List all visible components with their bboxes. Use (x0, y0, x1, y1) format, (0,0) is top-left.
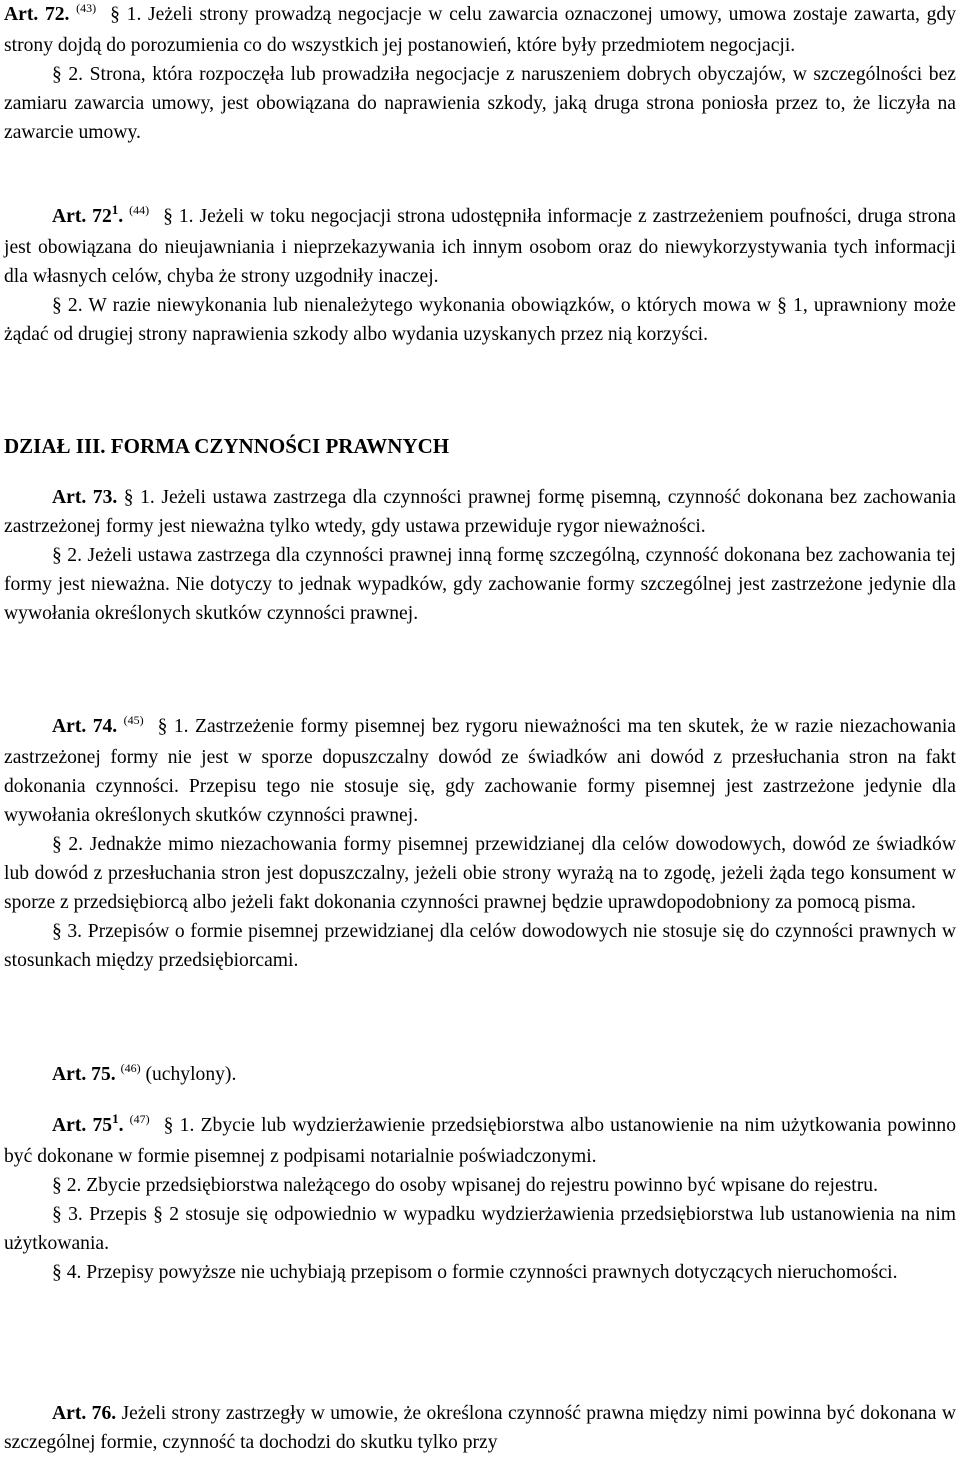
article-76 (4, 1399, 956, 1457)
article-74-par-1 (4, 712, 956, 830)
footnote-ref: (46) (120, 1061, 141, 1075)
article-73-par-1 (4, 483, 956, 541)
paragraph-sign: § 3. (52, 1204, 83, 1225)
paragraph-sign: § 1. (123, 487, 155, 508)
paragraph-text: Jeżeli strony prowadzą negocjacje w celu zawarcia oznaczonej umowy, umowa zostaje zawarta, gdy strony dojdą do porozumienia co do wszystkich jej postanowień, które były przedmiotem negocjacji. (4, 4, 957, 56)
paragraph-text: Jednakże mimo niezachowania formy pisemnej przewidzianej dla celów dowodowych, dowód ze świadków lub dowód z przesłuchania stron jest dopuszczalny, jeżeli obie strony wyrażą na to zgodę, jeżeli żąda tego konsument w sporze z przedsiębiorcą albo jeżeli fakt dokonania czynności prawnej będzie uprawdopodobniony za pomocą pisma. (4, 834, 957, 913)
article-label: Art. 75 (52, 1115, 113, 1136)
paragraph-text: W razie niewykonania lub nienależytego wykonania obowiązków, o których mowa w § 1, uprawniony może żądać od drugiej strony naprawienia szkody albo wydania uzyskanych przez nią korzyści. (4, 295, 957, 345)
paragraph-text: Jeżeli w toku negocjacji strona udostępniła informacje z zastrzeżeniem poufności, druga strona jest obowiązana do nieujawniania i nieprzekazywania ich innym osobom oraz do niewykorzystywania tych informacji dla własnych celów, chyba że strony uzgodniły inaczej. (4, 206, 956, 287)
article-72 (4, 0, 956, 147)
paragraph-sign: § 2. (52, 1175, 82, 1196)
article-76-text (4, 1399, 956, 1457)
article-75-1-par-4 (4, 1258, 956, 1287)
paragraph-text: Przepis § 2 stosuje się odpowiednio w wypadku wydzierżawienia przedsiębiorstwa lub ustanowienia na nim użytkowania. (4, 1204, 957, 1254)
article-72-1-par-1 (4, 202, 956, 291)
article-label: Art. 72. (4, 4, 70, 25)
paragraph-sign: § 1. (163, 1115, 195, 1136)
article-74-par-2 (4, 830, 956, 917)
paragraph-text: Zastrzeżenie formy pisemnej bez rygoru nieważności ma ten skutek, że w razie niezachowania zastrzeżonej formy nie jest w sporze dopuszczalny dowód ze świadków ani dowód z przesłuchania stron na fakt dokonania czynności. Przepisu tego nie stosuje się, gdy zachowanie formy pisemnej jest zastrzeżone jedynie dla wywołania określonych skutków czynności prawnej. (4, 716, 957, 826)
paragraph-sign: § 1. (163, 206, 194, 227)
paragraph-text: Jeżeli ustawa zastrzega dla czynności prawnej inną formę szczególną, czynność dokonana bez zachowania tej formy jest nieważna. Nie dotyczy to jednak wypadków, gdy zachowanie formy szczególnej jest zastrzeżone jedynie dla wywołania określonych skutków czynności prawnej. (4, 545, 957, 624)
paragraph-text: Strona, która rozpoczęła lub prowadziła negocjacje z naruszeniem dobrych obyczajów, w szczególności bez zamiaru zawarcia umowy, jest obowiązana do naprawienia szkody, jaką druga strona poniosła przez to, że liczyła na zawarcie umowy. (4, 64, 957, 143)
article-73 (4, 483, 956, 628)
article-72-1 (4, 202, 956, 349)
paragraph-sign: § 2. (52, 295, 83, 316)
paragraph-text: Zbycie lub wydzierżawienie przedsiębiorstwa albo ustanowienie na nim użytkowania powinno być dokonane w formie pisemnej z podpisami notarialnie poświadczonymi. (4, 1115, 957, 1167)
article-74-par-3 (4, 917, 956, 975)
article-label-suffix: . (118, 206, 124, 227)
footnote-ref: (47) (129, 1112, 150, 1126)
article-label-suffix: . (118, 1115, 124, 1136)
paragraph-text: Jeżeli strony zastrzegły w umowie, że określona czynność prawna między nimi powinna być dokonana w szczególnej formie, czynność ta dochodzi do skutku tylko przy (4, 1403, 956, 1453)
article-75-text (4, 1060, 956, 1091)
article-75-1-par-3 (4, 1200, 956, 1258)
article-72-par-2 (4, 60, 956, 147)
article-label: Art. 72 (52, 206, 112, 227)
footnote-ref: (44) (129, 203, 150, 217)
paragraph-text: Zbycie przedsiębiorstwa należącego do osoby wpisanej do rejestru powinno być wpisane do rejestru. (86, 1175, 878, 1196)
article-label: Art. 75. (52, 1064, 116, 1085)
article-75-1 (4, 1111, 956, 1287)
article-75-1-par-1 (4, 1111, 956, 1171)
footnote-ref: (43) (76, 1, 97, 15)
article-label: Art. 74. (52, 716, 118, 737)
article-label-superscript: 1 (111, 202, 119, 217)
paragraph-text: (uchylony). (145, 1064, 237, 1085)
paragraph-sign: § 2. (52, 834, 84, 855)
section-heading: DZIAŁ III. FORMA CZYNNOŚCI PRAWNYCH (4, 434, 450, 458)
paragraph-text: Przepisy powyższe nie uchybiają przepisom o formie czynności prawnych dotyczących nieruchomości. (86, 1262, 898, 1283)
paragraph-sign: § 1. (110, 4, 142, 25)
paragraph-sign: § 1. (157, 716, 189, 737)
paragraph-sign: § 4. (52, 1262, 82, 1283)
article-label: Art. 73. (52, 487, 118, 508)
article-72-1-par-2 (4, 291, 956, 349)
article-75-1-par-2 (4, 1171, 956, 1200)
paragraph-sign: § 3. (52, 921, 83, 942)
article-label: Art. 76. (52, 1403, 117, 1424)
paragraph-sign: § 2. (52, 545, 82, 566)
article-74 (4, 712, 956, 975)
paragraph-text: Jeżeli ustawa zastrzega dla czynności prawnej formę pisemną, czynność dokonana bez zachowania zastrzeżonej formy jest nieważna tylko wtedy, gdy ustawa przewiduje rygor nieważności. (4, 487, 956, 537)
article-72-par-1 (4, 0, 956, 60)
paragraph-sign: § 2. (52, 64, 84, 85)
footnote-ref: (45) (123, 713, 144, 727)
article-75 (4, 1060, 956, 1091)
article-73-par-2 (4, 541, 956, 628)
paragraph-text: Przepisów o formie pisemnej przewidzianej dla celów dowodowych nie stosuje się do czynności prawnych w stosunkach między przedsiębiorcami. (4, 921, 957, 971)
article-label-superscript: 1 (112, 1111, 119, 1126)
